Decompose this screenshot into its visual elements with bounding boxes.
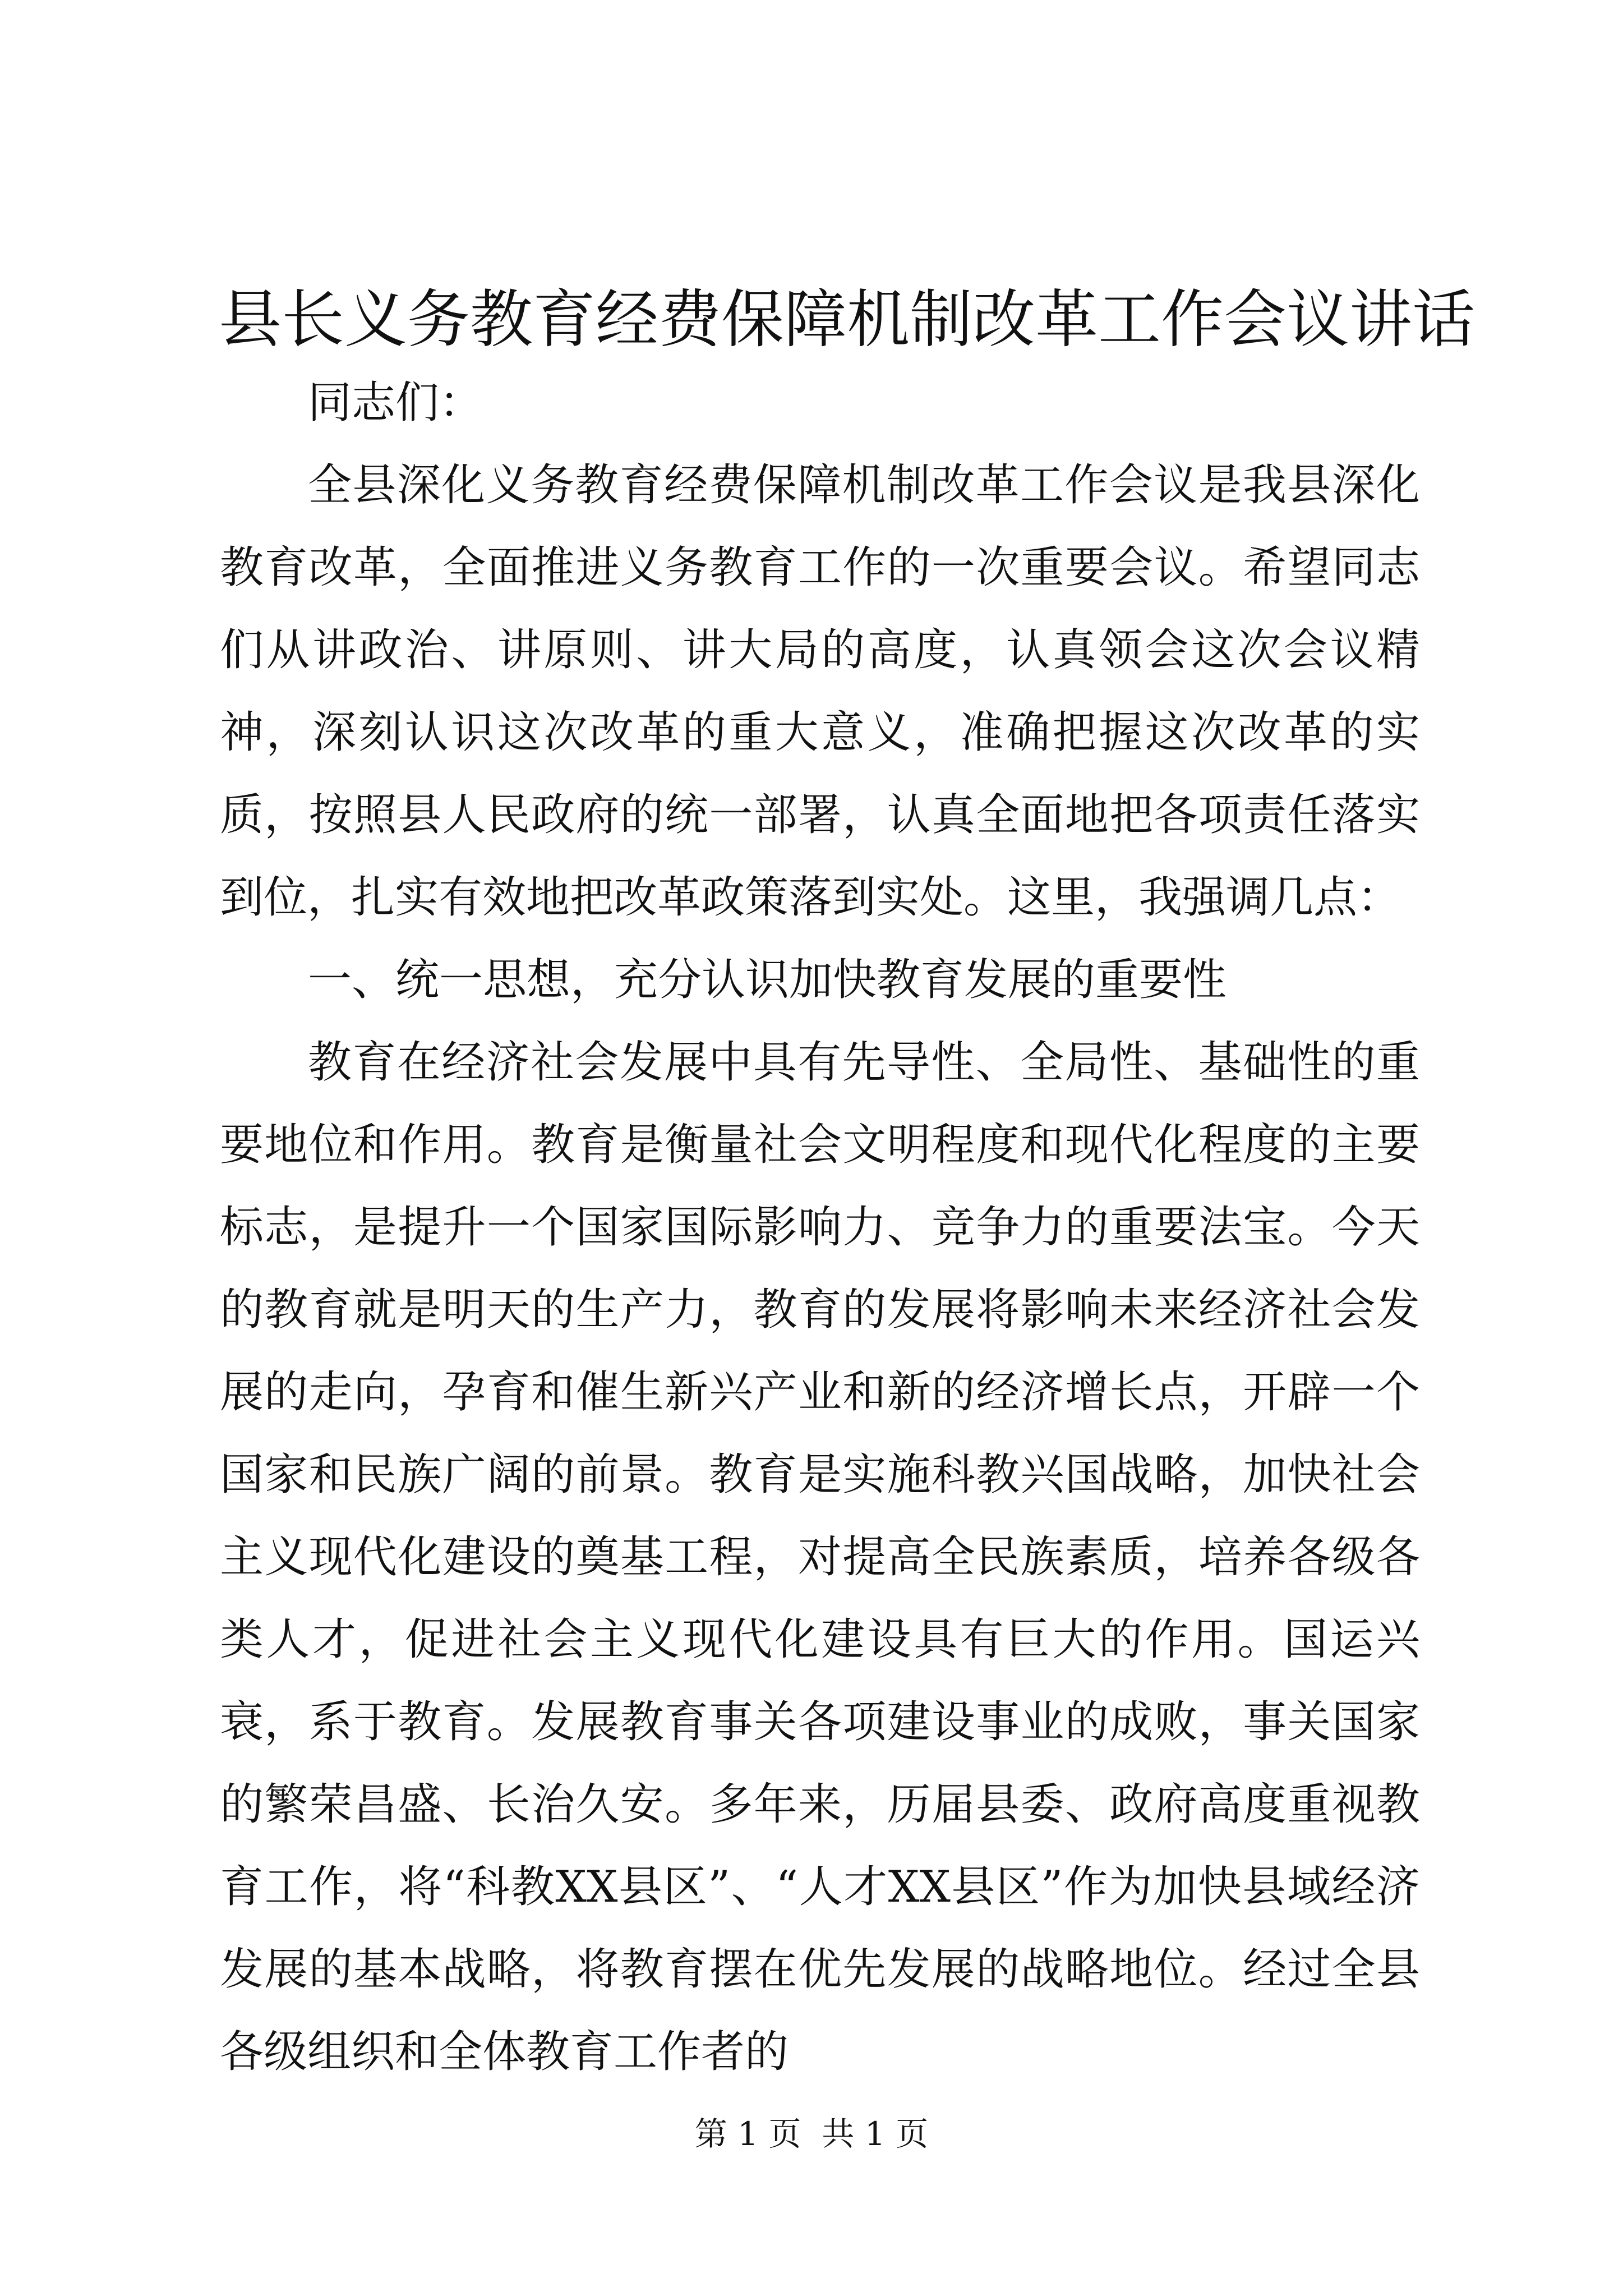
paragraph-intro: 全县深化义务教育经费保障机制改革工作会议是我县深化教育改革，全面推进义务教育工作的一次重要会议。希望同志们从讲政治、讲原则、讲大局的高度，认真领会这次会议精神，深刻认识这次改革的重大意义，准确把握这次改革的实质，按照县人民政府的统一部署，认真全面地把各项责任落实到位，扎实有效地把改革政策落到实处。这里，我强调几点：	[220, 460, 1420, 923]
document-title: 县长义务教育经费保障机制改革工作会议讲话	[219, 283, 1475, 356]
paragraph-education-importance: 教育在经济社会发展中具有先导性、全局性、基础性的重要地位和作用。教育是衡量社会文明程度和现代化程度的主要标志，是提升一个国家国际影响力、竞争力的重要法宝。今天的教育就是明天的生产力，教育的发展将影响未来经济社会发展的走向，孕育和催生新兴产业和新的经济增长点，开辟一个国家和民族广阔的前景。教育是实施科教兴国战略，加快社会主义现代化建设的奠基工程，对提高全民族素质，培养各级各类人才，促进社会主义现代化建设具有巨大的作用。国运兴衰，系于教育。发展教育事关各项建设事业的成败，事关国家的繁荣昌盛、长治久安。多年来，历届县委、政府高度重视教育工作，将“科教XX县区”、“人才XX县区”作为加快县域经济发展的基本战略，将教育摆在优先发展的战略地位。经过全县各级组织和全体教育工作者的	[220, 1037, 1420, 2077]
document-body	[220, 362, 1420, 2093]
section-heading-1: 一、统一思想，充分认识加快教育发展的重要性	[308, 955, 1227, 1005]
page-footer: 第 1 页 共 1 页	[694, 2115, 929, 2153]
salutation: 同志们：	[308, 378, 483, 428]
